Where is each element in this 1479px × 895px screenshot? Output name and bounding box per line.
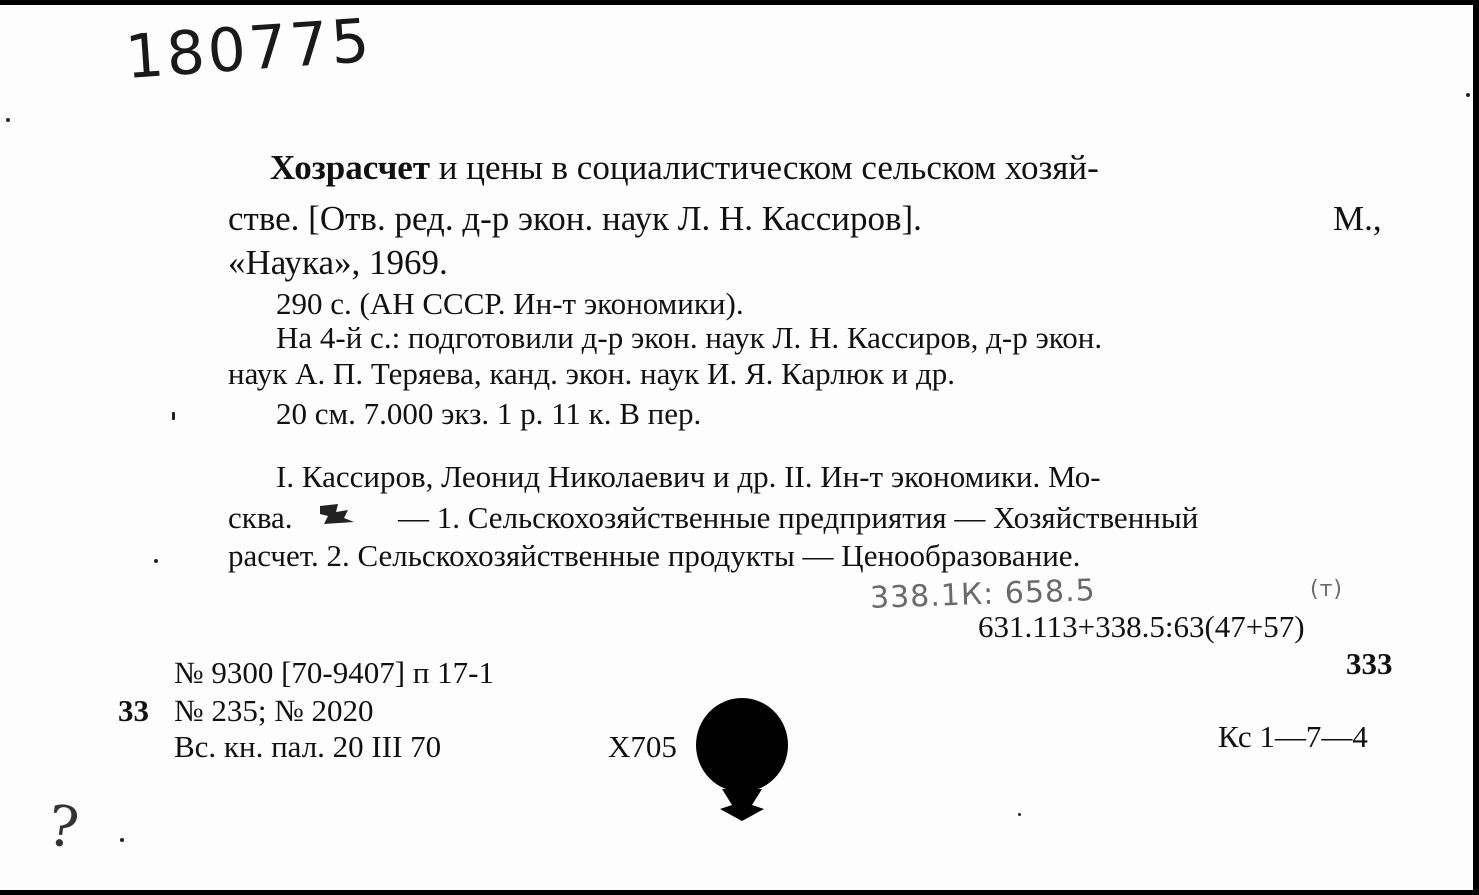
pagination-line: 290 с. (АН СССР. Ин-т экономики). <box>276 286 744 321</box>
registration-line-3: Вс. кн. пал. 20 III 70 <box>174 729 442 764</box>
speck <box>120 838 124 842</box>
speck <box>154 559 158 563</box>
kc-code: Кс 1—7—4 <box>1218 719 1368 754</box>
place-of-publication: М., <box>1333 199 1382 238</box>
publisher-line: «Наука», 1969. <box>228 243 448 282</box>
speck <box>6 118 10 122</box>
tracings-line-3: расчет. 2. Сельскохозяйственные продукты — Ценообразование. <box>228 538 1081 573</box>
book-title: Хозрасчет <box>270 148 431 187</box>
handwritten-number: 180775 <box>123 5 375 93</box>
registration-line-1: № 9300 [70-9407] п 17-1 <box>174 655 494 690</box>
speck <box>1466 93 1470 97</box>
card-code: X705 <box>608 729 677 764</box>
punch-hole-icon <box>692 697 792 827</box>
note-line: На 4-й с.: подготовили д-р экон. наук Л. Н. Кассиров, д-р экон. <box>276 320 1103 355</box>
handwritten-mark: (т) <box>1310 577 1343 602</box>
tracings-line: I. Кассиров, Леонид Николаевич и др. II. Ин-т экономики. Мо- <box>276 459 1101 494</box>
speck <box>172 412 175 420</box>
udc-code-2: 333 <box>1346 646 1393 681</box>
handwritten-question-mark: ? <box>43 793 83 862</box>
size-price-line: 20 см. 7.000 экз. 1 р. 11 к. В пер. <box>276 396 702 431</box>
title-line <box>270 150 1099 185</box>
note-line-continued: наук А. П. Теряева, канд. экон. наук И. Я. Карлюк и др. <box>228 356 956 391</box>
speck <box>1018 813 1021 816</box>
registration-prefix: 33 <box>118 693 149 728</box>
title-continuation: и цены в социалистическом сельском хозяй- <box>430 148 1099 187</box>
responsibility-line: стве. [Отв. ред. д-р экон. наук Л. Н. Кассиров]. <box>228 199 922 238</box>
handwritten-classification: 338.1К: 658.5 <box>869 573 1097 616</box>
registration-line-2: № 235; № 2020 <box>174 693 374 728</box>
udc-code: 631.113+338.5:63(47+57) <box>978 609 1305 644</box>
tracings-line-2b: — 1. Сельскохозяйственные предприятия — Хозяйственный <box>398 500 1199 535</box>
small-stamp-icon <box>318 502 356 528</box>
tracings-line-2a: сква. <box>228 500 293 535</box>
